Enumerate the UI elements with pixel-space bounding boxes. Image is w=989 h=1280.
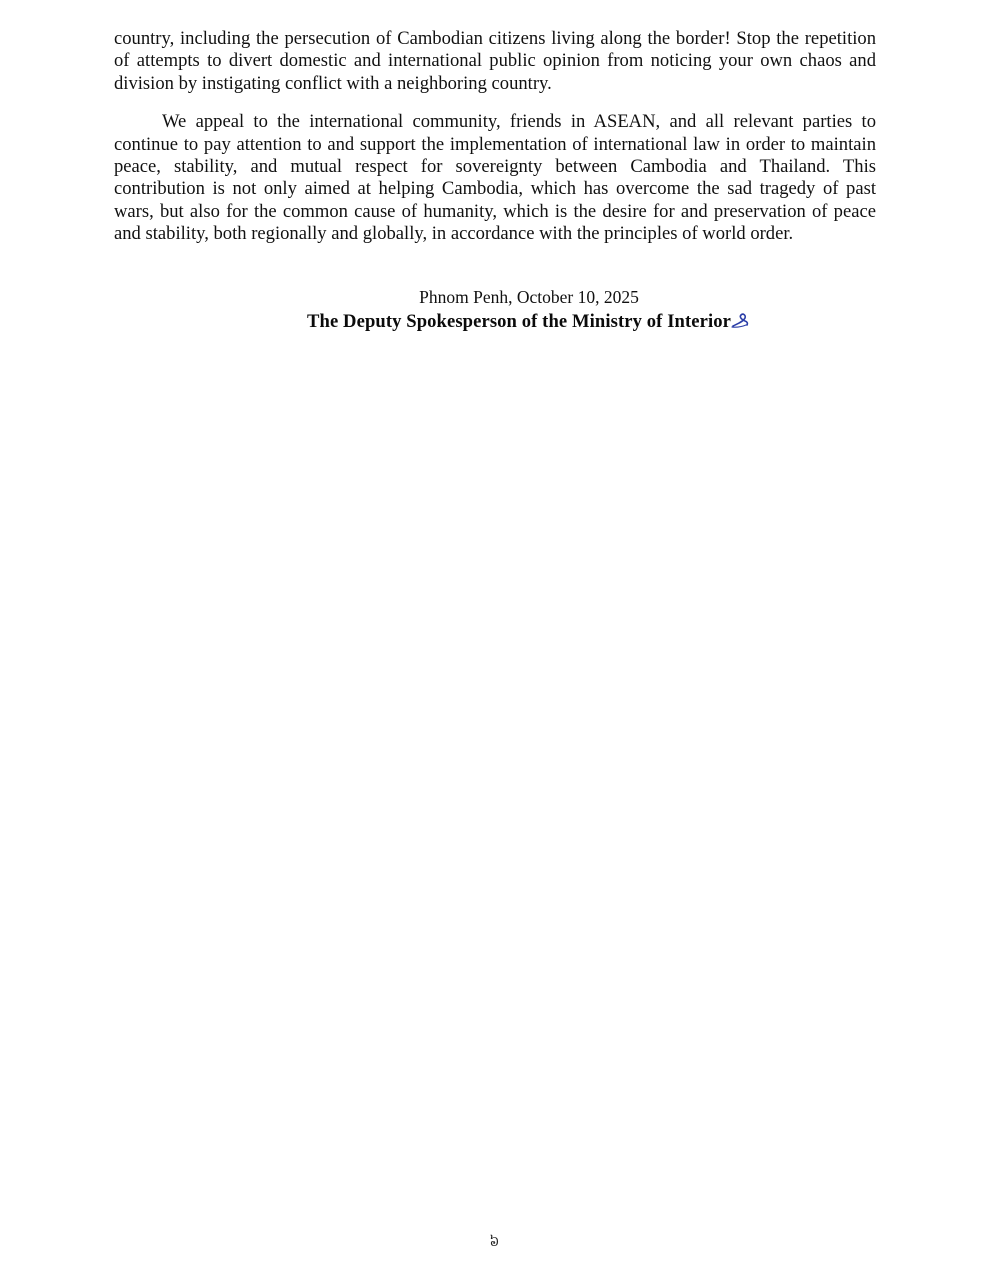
- document-body: [114, 28, 876, 246]
- paragraph-continued: country, including the persecution of Cambodian citizens living along the border! Stop the repetition of attempts to divert domestic and international public opinion from noticing your own chaos and division by instigating conflict with a neighboring country.: [114, 28, 876, 94]
- paragraph-appeal: We appeal to the international community, friends in ASEAN, and all relevant parties to continue to pay attention to and support the implementation of international law in order to maintain peace, stability, and mutual respect for sovereignty between Cambodia and Thailand. This contribution is not only aimed at helping Cambodia, which has overcome the sad tragedy of past wars, but also for the common cause of humanity, which is the desire for and preservation of peace and stability, both regionally and globally, in accordance with the principles of world order.: [114, 111, 876, 245]
- signature-date: Phnom Penh, October 10, 2025: [419, 287, 639, 307]
- signature-block: [114, 286, 904, 333]
- handwritten-signature-icon: [729, 310, 751, 332]
- signature-title-row: [114, 310, 904, 333]
- page-number: ៦: [489, 1234, 500, 1250]
- signature-title: The Deputy Spokesperson of the Ministry of Interior: [307, 311, 731, 332]
- page-footer: [0, 1232, 989, 1253]
